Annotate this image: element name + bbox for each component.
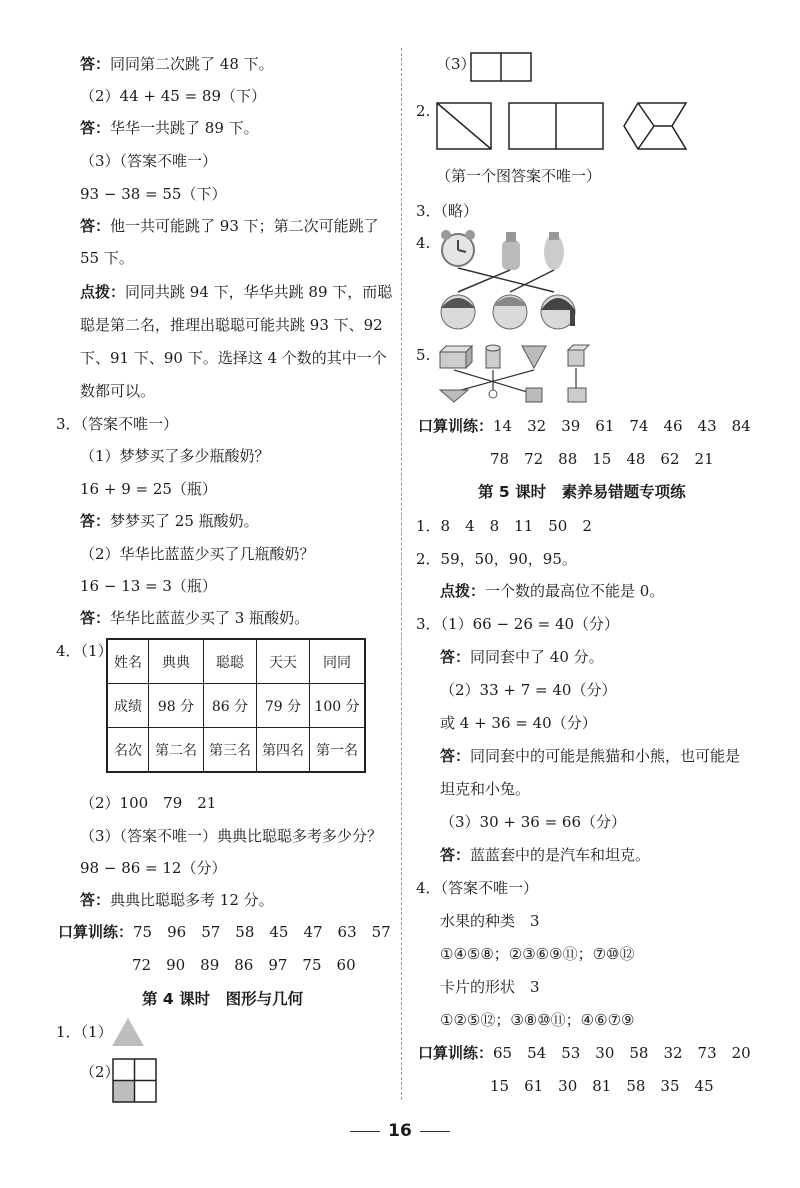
vase-icon xyxy=(544,232,564,270)
column-divider xyxy=(401,48,402,1100)
question-number: 1．（1） xyxy=(56,1023,113,1041)
text-line: 水果的种类 3 xyxy=(440,912,540,930)
text-line: 卡片的形状 3 xyxy=(440,978,540,996)
subquestion: （2）华华比蓝蓝少买了几瓶酸奶？ xyxy=(80,545,315,563)
question-number: 2．59，50，90，95。 xyxy=(416,550,577,568)
equation: 93 − 38 = 55（下） xyxy=(80,185,227,203)
table-row xyxy=(107,728,365,773)
table-cell: 86 分 xyxy=(204,684,257,728)
grouping-line: ①④⑤⑧；②③⑥⑨⑪；⑦⑩⑫ xyxy=(440,945,635,963)
subquestion: （3）（答案不唯一）典典比聪聪多考多少分？ xyxy=(80,827,383,845)
table-cell: 典典 xyxy=(149,639,204,684)
subquestion: （1）梦梦买了多少瓶酸奶？ xyxy=(80,447,270,465)
table-cell: 第一名 xyxy=(310,728,366,773)
answer-line: 答：华华比蓝蓝少买了 3 瓶酸奶。 xyxy=(80,609,310,627)
mental-math-line: 口算训练：75 96 57 58 45 47 63 57 xyxy=(58,923,391,941)
table-cell: 98 分 xyxy=(149,684,204,728)
subquestion: （2）100 79 21 xyxy=(80,794,217,812)
text-line: 坦克和小兔。 xyxy=(440,780,531,798)
mental-math-line: 78 72 88 15 48 62 21 xyxy=(490,450,714,468)
equation: （2）33 + 7 = 40（分） xyxy=(440,681,617,699)
question-number: 3．（答案不唯一） xyxy=(56,415,179,433)
answer-line: 答：梦梦买了 25 瓶酸奶。 xyxy=(80,512,259,530)
cylinder-icon xyxy=(486,345,500,368)
triangle-figure xyxy=(110,1016,146,1048)
table-cell: 第三名 xyxy=(204,728,257,773)
answer-line: 答：华华一共跳了 89 下。 xyxy=(80,119,259,137)
girl-face-icon xyxy=(541,295,575,329)
question-number: 1．8 4 8 11 50 2 xyxy=(416,517,592,535)
grouping-line: ①②⑤⑫；③⑧⑩⑪；④⑥⑦⑨ xyxy=(440,1011,635,1029)
table-cell: 同同 xyxy=(310,639,366,684)
text-line: 下、91 下、90 下。选择这 4 个数的其中一个 xyxy=(80,349,387,367)
note-line: （第一个图答案不唯一） xyxy=(436,167,602,185)
equation: 98 − 86 = 12（分） xyxy=(80,859,227,877)
answer-line: 答：他一共可能跳了 93 下；第二次可能跳了 xyxy=(80,217,379,235)
equation: 16 − 13 = 3（瓶） xyxy=(80,577,217,595)
solid-shape-matching xyxy=(434,342,594,406)
diagonal-square-figure xyxy=(436,102,492,150)
table-cell: 天天 xyxy=(257,639,310,684)
table-row xyxy=(107,639,365,684)
hint-line: 点拨：同同共跳 94 下，华华共跳 89 下，而聪 xyxy=(80,283,393,301)
text-line: 55 下。 xyxy=(80,249,134,267)
subquestion: （3） xyxy=(436,55,476,73)
question-number: 3．（1）66 − 26 = 40（分） xyxy=(416,615,620,633)
cube-icon xyxy=(568,345,589,366)
question-number: 5. xyxy=(416,346,431,364)
prism-icon xyxy=(522,346,546,368)
text-line: 数都可以。 xyxy=(80,382,156,400)
grades-table xyxy=(106,638,366,773)
section-heading: 第 4 课时 图形与几何 xyxy=(142,990,304,1008)
chevron-shape-figure xyxy=(622,102,688,150)
bottle-icon xyxy=(502,232,520,270)
answer-line: 答：同同套中的可能是熊猫和小熊，也可能是 xyxy=(440,747,741,765)
mental-math-line: 15 61 30 81 58 35 45 xyxy=(490,1077,714,1095)
answer-line: 答：同同套中了 40 分。 xyxy=(440,648,604,666)
question-number: 4．（答案不唯一） xyxy=(416,879,539,897)
equation: （2）44 + 45 = 89（下） xyxy=(80,87,267,105)
table-cell: 姓名 xyxy=(107,639,149,684)
table-cell: 100 分 xyxy=(310,684,366,728)
text-line: 聪是第二名，推理出聪聪可能共跳 93 下、92 xyxy=(80,316,383,334)
table-cell: 79 分 xyxy=(257,684,310,728)
equation: 或 4 + 36 = 40（分） xyxy=(440,714,597,732)
question-number: 4．（1） xyxy=(56,642,113,660)
question-number: 2. xyxy=(416,102,431,120)
equation: （3）30 + 36 = 66（分） xyxy=(440,813,627,831)
page-number: 16 xyxy=(0,1121,800,1141)
equation: 16 + 9 = 25（瓶） xyxy=(80,480,217,498)
table-cell: 聪聪 xyxy=(204,639,257,684)
matching-picture xyxy=(434,230,586,334)
boy-face-icon xyxy=(441,295,475,329)
cuboid-icon xyxy=(440,346,472,368)
mental-math-line: 72 90 89 86 97 75 60 xyxy=(132,956,356,974)
question-number: 3．（略） xyxy=(416,202,479,220)
table-cell: 名次 xyxy=(107,728,149,773)
split-rectangle-figure xyxy=(470,52,532,82)
table-cell: 成绩 xyxy=(107,684,149,728)
cap-boy-face-icon xyxy=(493,295,527,329)
subquestion: （3）（答案不唯一） xyxy=(80,152,218,170)
two-square-figure xyxy=(508,102,604,150)
answer-line: 答：典典比聪聪多考 12 分。 xyxy=(80,891,274,909)
table-row xyxy=(107,684,365,728)
answer-line: 答：同同第二次跳了 48 下。 xyxy=(80,55,274,73)
table-cell: 第二名 xyxy=(149,728,204,773)
subquestion: （2） xyxy=(80,1063,120,1081)
square-grid-figure xyxy=(112,1058,158,1104)
alarm-clock-icon xyxy=(441,230,475,266)
answer-line: 答：蓝蓝套中的是汽车和坦克。 xyxy=(440,846,651,864)
hint-line: 点拨：一个数的最高位不能是 0。 xyxy=(440,582,665,600)
table-cell: 第四名 xyxy=(257,728,310,773)
section-heading: 第 5 课时 素养易错题专项练 xyxy=(478,483,686,501)
mental-math-line: 口算训练：14 32 39 61 74 46 43 84 xyxy=(418,417,751,435)
mental-math-line: 口算训练：65 54 53 30 58 32 73 20 xyxy=(418,1044,751,1062)
question-number: 4. xyxy=(416,234,431,252)
